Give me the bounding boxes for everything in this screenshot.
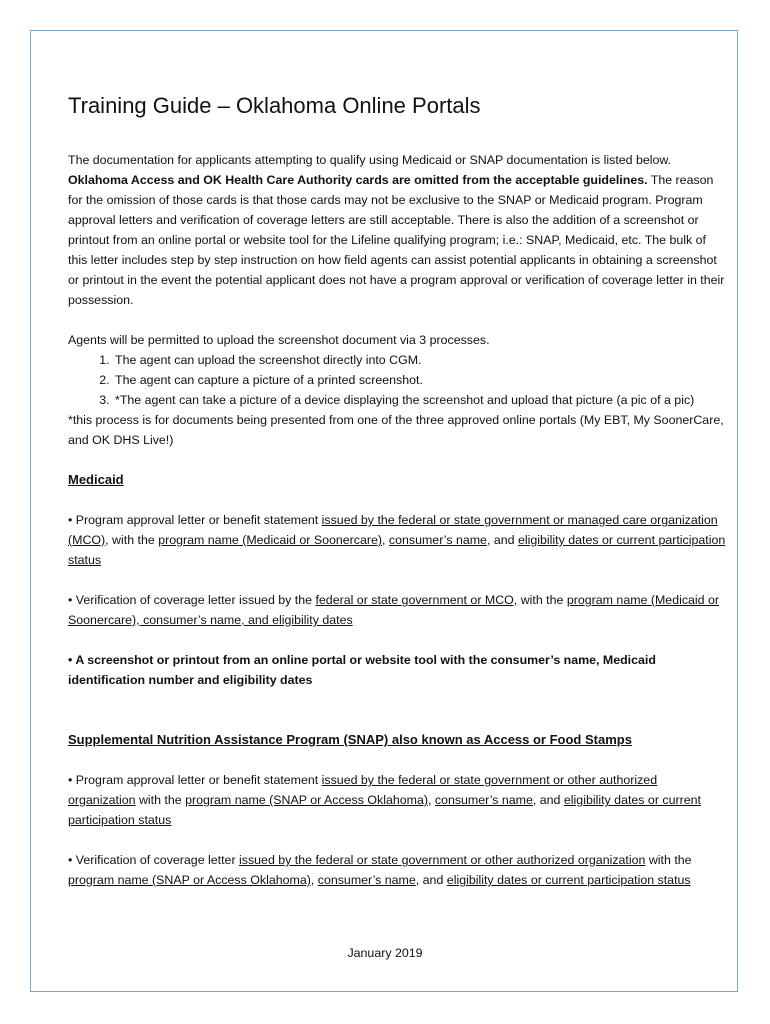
document-body [68,92,728,890]
intro-paragraph [68,150,728,310]
medicaid-item-coverage-letter [68,590,728,630]
text-run: with the [135,793,186,807]
underlined-run: issued by the federal or state government or other authorized organization [239,853,646,867]
text-run: , and [415,873,447,887]
upload-steps-list [68,350,728,410]
underlined-run: program name (Medicaid or Soonercare), consumer’s name, and eligibility dates [68,593,720,627]
text-run: , [427,793,435,807]
medicaid-heading: Medicaid [68,472,124,487]
medicaid-item-approval-letter [68,510,728,570]
text-run: • Program approval letter or benefit statement [68,513,322,527]
underlined-run: consumer’s name [317,873,416,887]
upload-step: 2. The agent can capture a picture of a printed screenshot. [113,370,728,390]
upload-lead: Agents will be permitted to upload the screenshot document via 3 processes. [68,333,490,347]
underlined-run: program name (SNAP or Access Oklahoma) [185,793,428,807]
underlined-run: issued by the federal or state government or managed care organization (MCO) [68,513,718,547]
text-run: , [382,533,389,547]
upload-step: 3. *The agent can take a picture of a device displaying the screenshot and upload that picture (a pic of a pic) [113,390,728,410]
underlined-run: consumer’s name [388,533,487,547]
text-run: • Verification of coverage letter issued by the [68,593,316,607]
underlined-run: federal or state government or MCO, [315,593,518,607]
intro-text-b: The reason for the omission of those cards is that those cards may not be exclusive to the SNAP or Medicaid program. Program approval letters and verification of coverage letters are still acceptable. There is also the addition of a screenshot or printout from an online portal or website tool for the Lifeline qualifying program; i.e.: SNAP, Medicaid, etc. The bulk of this letter includes step by step instruction on how field agents can assist potential applicants in obtaining a screenshot or printout in the event the potential applicant does not have a program approval or verification of coverage letter in their possession. [68,173,725,307]
snap-heading: Supplemental Nutrition Assistance Program (SNAP) also known as Access or Food Stamps [68,732,632,747]
underlined-run: program name (Medicaid or Soonercare) [158,533,383,547]
footer-date: January 2019 [347,946,423,960]
underlined-run: issued by the federal or state government or other authorized organization [68,773,658,807]
page-title: Training Guide – Oklahoma Online Portals [68,93,481,118]
underlined-run: eligibility dates or current participation status [68,793,701,827]
intro-text-a: The documentation for applicants attempting to qualify using Medicaid or SNAP documentation is listed below. [68,153,672,167]
text-run: with the [517,593,567,607]
snap-item-approval-letter [68,770,728,830]
intro-bold-notice: Oklahoma Access and OK Health Care Authority cards are omitted from the acceptable guidelines. [68,173,648,187]
text-run: , and [486,533,518,547]
underlined-run: eligibility dates or current participation status [446,873,691,887]
upload-step: 1. The agent can upload the screenshot directly into CGM. [113,350,728,370]
underlined-run: program name (SNAP or Access Oklahoma) [68,873,311,887]
text-run: , and [532,793,564,807]
upload-note: *this process is for documents being presented from one of the three approved online portals (My EBT, My SoonerCare, and OK DHS Live!) [68,413,724,447]
text-run: , with the [105,533,159,547]
snap-item-coverage-letter [68,850,728,890]
text-run: , [310,873,318,887]
text-run: with the [645,853,692,867]
underlined-run: consumer’s name [434,793,533,807]
underlined-run: eligibility dates or current participation status [68,533,726,567]
spacer [68,690,728,730]
text-run: • Verification of coverage letter [68,853,240,867]
medicaid-item-screenshot: • A screenshot or printout from an online portal or website tool with the consumer’s name, Medicaid identification number and eligibility dates [68,653,656,687]
text-run: • Program approval letter or benefit statement [68,773,322,787]
